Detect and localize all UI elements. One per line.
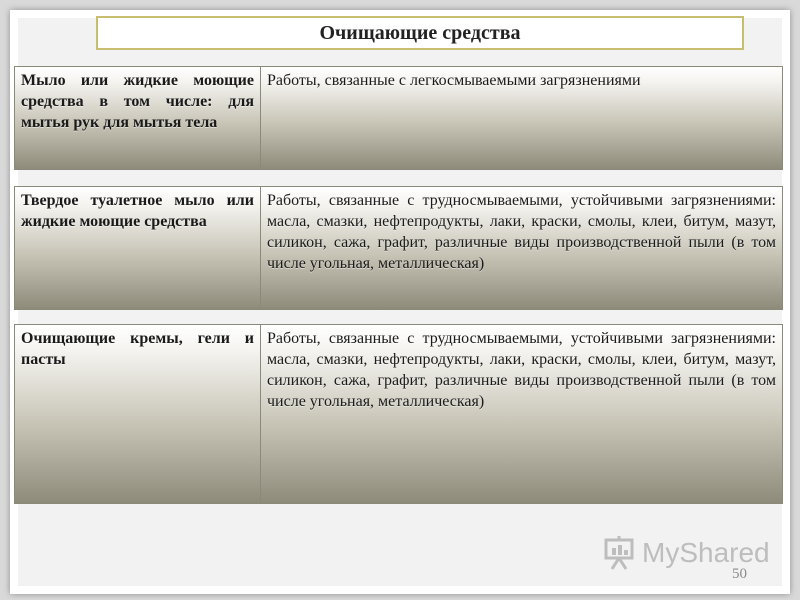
- presentation-board-icon: [604, 536, 634, 570]
- slide-title: [96, 16, 744, 50]
- table-row: [14, 324, 783, 504]
- table-row: [14, 66, 783, 170]
- work-description-cell: Работы, связанные с легкосмываемыми загрязнениями: [261, 67, 782, 169]
- product-cell: Мыло или жидкие моющие средства в том числе: для мытья рук для мытья тела: [15, 67, 261, 169]
- slide-title-text: Очищающие средства: [319, 21, 521, 44]
- work-description-cell: Работы, связанные с трудносмываемыми, устойчивыми загрязнениями: масла, смазки, нефтепродукты, лаки, краски, смолы, клеи, битум, мазут, силикон, сажа, графит, различные виды производственной пыли (в том числе угольная, металлическая): [261, 325, 782, 503]
- work-description-cell: Работы, связанные с трудносмываемыми, устойчивыми загрязнениями: масла, смазки, нефтепродукты, лаки, краски, смолы, клеи, битум, мазут, силикон, сажа, графит, различные виды производственной пыли (в том числе угольная, металлическая): [261, 187, 782, 309]
- watermark-logo: [604, 536, 770, 570]
- table-row: [14, 186, 783, 310]
- watermark-text: MyShared: [642, 537, 770, 568]
- product-cell: Твердое туалетное мыло или жидкие моющие средства: [15, 187, 261, 309]
- page-number: 50: [732, 566, 747, 582]
- product-cell: Очищающие кремы, гели и пасты: [15, 325, 261, 503]
